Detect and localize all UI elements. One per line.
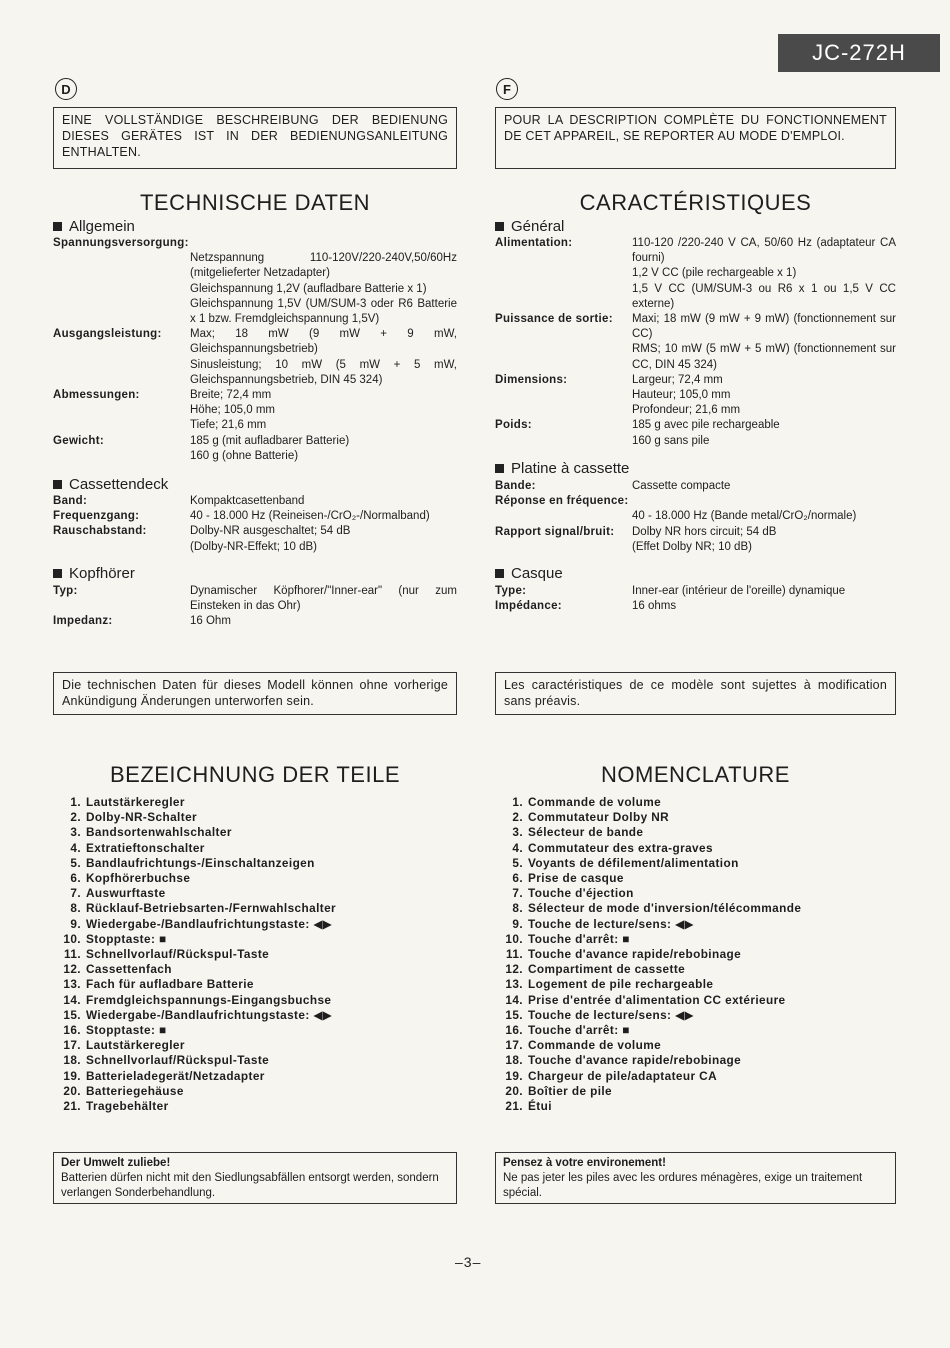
general-specs [53, 236, 457, 464]
parts-list-number: 16. [63, 1023, 81, 1038]
parts-list-number: 13. [505, 977, 523, 992]
parts-list [503, 795, 801, 1114]
parts-list-item [503, 810, 801, 825]
spec-snr [53, 524, 457, 554]
language-badge-fr: F [496, 78, 518, 100]
parts-list-item [61, 841, 336, 856]
parts-list-label: Étui [528, 1099, 552, 1114]
environment-notice [53, 1152, 457, 1204]
parts-list-number: 10. [505, 931, 523, 946]
parts-list-number: 12. [63, 962, 81, 977]
spec-weight [495, 418, 896, 448]
spec-value-line: 1,5 V CC (UM/SUM-3 ou R6 x 1 ou 1,5 V CC externe) [632, 282, 896, 310]
parts-list-label: Touche de lecture/sens: ◀▶ [528, 916, 694, 931]
parts-list-number: 21. [63, 1099, 81, 1114]
parts-list-number: 13. [63, 977, 81, 992]
spec-label: Frequenzgang: [53, 510, 140, 523]
parts-heading: BEZEICHNUNG DER TEILE [109, 762, 401, 787]
parts-list-number: 10. [63, 931, 81, 946]
intro-box: POUR LA DESCRIPTION COMPLÈTE DU FONCTIONNEMENT DE CET APPAREIL, SE REPORTER AU MODE D'EMPLOI. [495, 107, 896, 169]
parts-list-label: Boîtier de pile [528, 1083, 613, 1098]
spec-band [495, 479, 896, 494]
parts-list-item [61, 947, 336, 962]
parts-list-label: Rücklauf-Betriebsarten-/Fernwahlschalter [86, 901, 337, 916]
spec-value-line: Dolby-NR ausgeschaltet; 54 dB [190, 525, 351, 538]
parts-list-item [61, 1084, 336, 1099]
parts-list-label: Touche d'arrêt: ■ [528, 1023, 630, 1038]
parts-list-label: Touche d'éjection [528, 886, 634, 901]
spec-notice-box: Les caractéristiques de ce modèle sont sujettes à modification sans préavis. [495, 672, 896, 715]
parts-list-item [503, 825, 801, 840]
parts-list-item [503, 1008, 801, 1023]
parts-list-label: Schnellvorlauf/Rückspul-Taste [86, 947, 270, 962]
spec-label: Abmessungen: [53, 389, 140, 402]
parts-list-number: 1. [70, 795, 81, 809]
parts-list-item [61, 932, 336, 947]
parts-list-number: 16. [505, 1023, 523, 1038]
parts-list-label: Stopptaste: ■ [86, 1023, 167, 1038]
parts-list-number: 4. [70, 840, 81, 855]
parts-list-item [503, 917, 801, 932]
parts-list-item [503, 947, 801, 962]
spec-value-line: (Effet Dolby NR; 10 dB) [632, 540, 752, 553]
parts-list-number: 17. [63, 1038, 81, 1053]
section-headphones: Casque [495, 565, 563, 582]
parts-list-label: Batteriegehäuse [86, 1083, 184, 1098]
spec-value-line: Inner-ear (intérieur de l'oreille) dynamique [632, 585, 846, 597]
parts-list-item [503, 1084, 801, 1099]
parts-list-item [503, 977, 801, 992]
parts-list-item [61, 901, 336, 916]
parts-list-label: Sélecteur de mode d'inversion/télécommande [528, 901, 802, 916]
spec-label: Spannungsversorgung: [53, 237, 189, 249]
spec-label: Bande: [495, 480, 536, 492]
deck-specs [495, 479, 896, 555]
parts-list-label: Dolby-NR-Schalter [86, 810, 198, 825]
parts-list-item [503, 962, 801, 977]
parts-list-label: Stopptaste: ■ [86, 931, 167, 946]
parts-list-label: Cassettenfach [86, 962, 172, 977]
parts-list-item [503, 1053, 801, 1068]
parts-list-item [503, 1099, 801, 1114]
spec-value-line: 185 g (mit aufladbarer Batterie) [190, 434, 350, 447]
parts-list-label: Auswurftaste [86, 886, 166, 901]
spec-label: Rauschabstand: [53, 525, 147, 538]
spec-label: Rapport signal/bruit: [495, 525, 615, 538]
bullet-square-icon [495, 222, 504, 231]
parts-list-item [61, 856, 336, 871]
environment-title: Pensez à votre environement! [503, 1157, 666, 1169]
environment-title: Der Umwelt zuliebe! [61, 1157, 171, 1169]
spec-value-line: Largeur; 72,4 mm [632, 373, 723, 386]
bullet-square-icon [53, 480, 62, 489]
parts-list-label: Commutateur Dolby NR [528, 810, 670, 825]
parts-list-label: Voyants de défilement/alimentation [528, 855, 739, 870]
spec-label: Alimentation: [495, 237, 573, 249]
parts-list-label: Commutateur des extra-graves [528, 840, 713, 855]
parts-list-number: 20. [505, 1083, 523, 1098]
spec-label: Poids: [495, 419, 532, 432]
parts-list-label: Touche d'arrêt: ■ [528, 931, 630, 946]
parts-list-label: Touche d'avance rapide/rebobinage [528, 1053, 742, 1068]
spec-value-line: 110-120 /220-240 V CA, 50/60 Hz (adaptateur CA fourni) [632, 237, 896, 265]
parts-list-item [61, 962, 336, 977]
spec-label: Typ: [53, 585, 78, 597]
spec-label: Réponse en fréquence: [495, 495, 629, 508]
parts-list-number: 6. [512, 871, 523, 886]
parts-list-label: Bandlaufrichtungs-/Einschaltanzeigen [86, 855, 315, 870]
model-number-badge: JC-272H [778, 34, 940, 72]
spec-value-line: Cassette compacte [632, 480, 731, 492]
parts-list-item [61, 1038, 336, 1053]
parts-list-item [503, 886, 801, 901]
parts-list-number: 7. [512, 886, 523, 901]
spec-power [495, 236, 896, 312]
parts-list-item [61, 993, 336, 1008]
intro-box: EINE VOLLSTÄNDIGE BESCHREIBUNG DER BEDIENUNG DIESES GERÄTES IST IN DER BEDIENUNGSANLEITUNG ENTHALTEN. [53, 107, 457, 169]
parts-list-number: 19. [505, 1068, 523, 1083]
spec-value-line: 160 g (ohne Batterie) [190, 449, 299, 462]
parts-list-number: 7. [70, 886, 81, 901]
spec-value-line: Hauteur; 105,0 mm [632, 389, 731, 402]
parts-list-label: Wiedergabe-/Bandlaufrichtungstaste: ◀▶ [86, 916, 333, 931]
parts-list-label: Prise de casque [528, 871, 624, 886]
spec-frequency-label-row [495, 494, 896, 509]
parts-list-number: 12. [505, 962, 523, 977]
parts-list-label: Tragebehälter [86, 1099, 169, 1114]
spec-value-line: 16 Ohm [190, 615, 231, 628]
parts-list-label: Compartiment de cassette [528, 962, 686, 977]
spec-value-line: Breite; 72,4 mm [190, 389, 272, 402]
spec-label: Impédance: [495, 600, 562, 613]
parts-list-number: 14. [63, 992, 81, 1007]
spec-value-line: Dynamischer Köpfhorer/"Inner-ear" (nur zum Einsteken in das Ohr) [190, 585, 457, 613]
parts-list-label: Extratieftonschalter [86, 840, 205, 855]
parts-list-number: 17. [505, 1038, 523, 1053]
parts-list-label: Prise d'entrée d'alimentation CC extérieure [528, 992, 786, 1007]
parts-list-item [503, 1023, 801, 1038]
spec-snr [495, 525, 896, 555]
general-specs [495, 236, 896, 449]
parts-list-item [61, 1069, 336, 1084]
parts-list-item [503, 1038, 801, 1053]
parts-list-item [61, 977, 336, 992]
spec-value-line: Maxi; 18 mW (9 mW + 9 mW) (fonctionnement sur CC) [632, 313, 896, 341]
section-cassette-deck: Platine à cassette [495, 460, 629, 477]
parts-list-label: Batterieladegerät/Netzadapter [86, 1068, 265, 1083]
parts-list-item [61, 1008, 336, 1023]
specs-heading: CARACTÉRISTIQUES [579, 190, 812, 215]
parts-list-number: 11. [64, 947, 81, 962]
parts-list-label: Fach für aufladbare Batterie [86, 977, 254, 992]
parts-list-item [503, 993, 801, 1008]
deck-specs [53, 494, 457, 555]
parts-list-item [503, 1069, 801, 1084]
parts-list-item [503, 856, 801, 871]
spec-label: Type: [495, 585, 527, 597]
spec-value-line: 1,2 V CC (pile rechargeable x 1) [632, 267, 797, 280]
parts-list-item [61, 795, 336, 810]
parts-list-label: Touche de lecture/sens: ◀▶ [528, 1007, 694, 1022]
headphone-specs [53, 584, 457, 630]
parts-list-item [503, 841, 801, 856]
parts-list-number: 15. [505, 1007, 523, 1022]
language-badge-de: D [55, 78, 77, 100]
parts-list-label: Chargeur de pile/adaptateur CA [528, 1068, 717, 1083]
environment-text: Batterien dürfen nicht mit den Siedlungsabfällen entsorgt werden, sondern verlangen Sonderbehandlung. [61, 1172, 439, 1199]
parts-list-number: 18. [63, 1053, 81, 1068]
parts-list-item [61, 810, 336, 825]
parts-list-number: 15. [63, 1007, 81, 1022]
spec-value-line: Gleichspannung 1,2V (aufladbare Batterie x 1) [190, 282, 427, 295]
spec-value-line: Kompaktcasettenband [190, 495, 305, 507]
parts-list-number: 2. [70, 810, 81, 825]
parts-list-label: Lautstärkeregler [86, 795, 185, 809]
parts-list-number: 9. [512, 916, 523, 931]
parts-list-label: Touche d'avance rapide/rebobinage [528, 947, 742, 962]
specs-heading: TECHNISCHE DATEN [139, 190, 371, 215]
spec-power [53, 251, 457, 327]
parts-list-item [61, 871, 336, 886]
parts-list-item [61, 1099, 336, 1114]
spec-type [53, 584, 457, 614]
spec-value-line: Max; 18 mW (9 mW + 9 mW, Gleichspannungsbetrieb) [190, 328, 457, 356]
parts-list-number: 8. [512, 901, 523, 916]
parts-list-number: 18. [505, 1053, 523, 1068]
parts-list-number: 3. [70, 825, 81, 840]
parts-list-label: Schnellvorlauf/Rückspul-Taste [86, 1053, 270, 1068]
spec-notice-box: Die technischen Daten für dieses Modell können ohne vorherige Ankündigung Änderungen unterworfen sein. [53, 672, 457, 715]
spec-power-label-row [53, 236, 457, 251]
spec-label: Dimensions: [495, 373, 568, 386]
page-number: –3– [455, 1254, 482, 1270]
bullet-square-icon [495, 569, 504, 578]
spec-dimensions [495, 373, 896, 419]
parts-list-label: Commande de volume [528, 795, 662, 809]
spec-value-line: (Dolby-NR-Effekt; 10 dB) [190, 540, 317, 553]
parts-list-number: 14. [505, 992, 523, 1007]
spec-value-line: Netzspannung 110-120V/220-240V,50/60Hz (mitgelieferter Netzadapter) [190, 252, 457, 280]
spec-impedance [53, 614, 457, 629]
parts-list-number: 3. [512, 825, 523, 840]
parts-list-label: Bandsortenwahlschalter [86, 825, 232, 840]
spec-value-line: 160 g sans pile [632, 434, 710, 447]
spec-value-line: Profondeur; 21,6 mm [632, 404, 741, 417]
parts-list-label: Wiedergabe-/Bandlaufrichtungstaste: ◀▶ [86, 1007, 333, 1022]
spec-label: Impedanz: [53, 615, 113, 628]
spec-value-line: 16 ohms [632, 600, 677, 613]
section-cassette-deck: Cassettendeck [53, 476, 168, 493]
spec-value-line: 40 - 18.000 Hz (Bande metal/CrO₂/normale) [632, 510, 857, 523]
spec-frequency [495, 509, 896, 524]
parts-list-number: 5. [512, 855, 523, 870]
spec-value-line: Dolby NR hors circuit; 54 dB [632, 525, 777, 538]
spec-label: Gewicht: [53, 434, 104, 447]
bullet-square-icon [495, 464, 504, 473]
parts-list-number: 20. [63, 1083, 81, 1098]
parts-list-label: Lautstärkeregler [86, 1038, 185, 1053]
spec-impedance [495, 599, 896, 614]
spec-frequency [53, 509, 457, 524]
environment-notice [495, 1152, 896, 1204]
parts-list [61, 795, 336, 1114]
parts-list-item [503, 932, 801, 947]
parts-list-item [61, 1053, 336, 1068]
parts-list-number: 2. [512, 810, 523, 825]
spec-value-line: Sinusleistung; 10 mW (5 mW + 5 mW, Gleichspannungsbetrieb, DIN 45 324) [190, 358, 457, 386]
bullet-square-icon [53, 222, 62, 231]
parts-list-label: Logement de pile rechargeable [528, 977, 714, 992]
parts-list-number: 4. [512, 840, 523, 855]
parts-heading: NOMENCLATURE [601, 762, 790, 787]
section-general: Allgemein [53, 218, 135, 235]
spec-value-line: RMS; 10 mW (5 mW + 5 mW) (fonctionnement sur CC, DIN 45 324) [632, 343, 896, 371]
parts-list-item [61, 825, 336, 840]
bullet-square-icon [53, 569, 62, 578]
parts-list-item [503, 871, 801, 886]
parts-list-number: 5. [70, 855, 81, 870]
spec-output [495, 312, 896, 373]
parts-list-label: Fremdgleichspannungs-Eingangsbuchse [86, 992, 332, 1007]
section-headphones: Kopfhörer [53, 565, 135, 582]
parts-list-item [61, 917, 336, 932]
spec-label: Band: [53, 495, 88, 507]
spec-type [495, 584, 896, 599]
spec-dimensions [53, 388, 457, 434]
spec-value-line: Tiefe; 21,6 mm [190, 419, 267, 432]
spec-output [53, 327, 457, 388]
spec-value-line: 185 g avec pile rechargeable [632, 419, 780, 432]
parts-list-label: Kopfhörerbuchse [86, 871, 191, 886]
spec-label: Puissance de sortie: [495, 313, 613, 326]
environment-text: Ne pas jeter les piles avec les ordures ménagères, exige un traitement spécial. [503, 1172, 863, 1199]
spec-value-line: Gleichspannung 1,5V (UM/SUM-3 oder R6 Batterie x 1 bzw. Fremdgleichspannung 1,5V) [190, 297, 457, 326]
section-general: Général [495, 218, 564, 235]
spec-label: Ausgangsleistung: [53, 328, 162, 341]
parts-list-number: 1. [512, 795, 523, 809]
spec-weight [53, 434, 457, 464]
spec-value-line: 40 - 18.000 Hz (Reineisen-/CrO₂-/Normalband) [190, 510, 430, 523]
parts-list-item [503, 795, 801, 810]
headphone-specs [495, 584, 896, 614]
parts-list-label: Commande de volume [528, 1038, 662, 1053]
spec-band [53, 494, 457, 509]
parts-list-number: 21. [505, 1099, 523, 1114]
parts-list-number: 6. [70, 871, 81, 886]
parts-list-number: 8. [70, 901, 81, 916]
parts-list-label: Sélecteur de bande [528, 825, 644, 840]
parts-list-item [61, 886, 336, 901]
parts-list-number: 11. [506, 947, 523, 962]
parts-list-item [61, 1023, 336, 1038]
parts-list-item [503, 901, 801, 916]
spec-value-line: Höhe; 105,0 mm [190, 404, 276, 417]
parts-list-number: 9. [70, 916, 81, 931]
parts-list-number: 19. [63, 1068, 81, 1083]
